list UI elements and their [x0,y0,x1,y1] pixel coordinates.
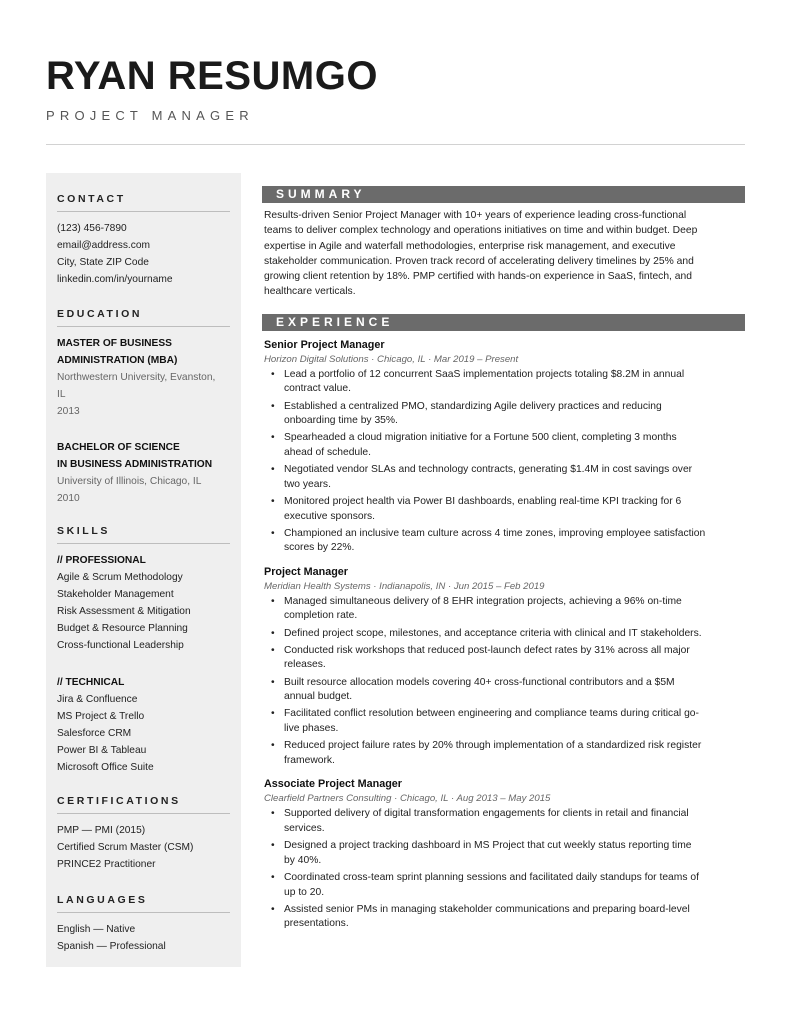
bullet-item: • Managed simultaneous delivery of 8 EHR integration projects, achieving a 96% on-time completion rate. [262,595,745,624]
summary-line: expertise in Agile and waterfall methodologies, enterprise risk management, and executive [264,240,676,252]
contact-section [57,193,230,288]
job-meta: Meridian Health Systems · Indianapolis, IN · Jun 2015 – Feb 2019 [264,580,545,592]
bullet-item: • Spearheaded a cloud migration initiative for a Fortune 500 client, completing 3 months ahead of schedule. [262,431,745,460]
job-title: Project Manager [264,565,349,578]
job-bullets [262,595,745,769]
certifications-heading: CERTIFICATIONS [57,795,230,814]
summary-line: teams to deliver complex technology and operations initiatives on time and within budget. Deep [264,225,698,237]
summary-line: Results-driven Senior Project Manager with 10+ years of experience leading cross-functional [264,210,687,221]
certifications-section [57,795,230,873]
experience-section [262,314,745,932]
summary-line: stakeholder communication. Proven track record of accelerating delivery timelines by 25% and [264,255,694,267]
summary-section [262,186,745,300]
graduation-year: 2013 [57,406,80,417]
summary-line: healthcare verticals. [264,286,356,298]
bullet-item: • Established a centralized PMO, standardizing Agile delivery practices and reducing onboarding time by 35%. [262,400,745,429]
bullet-item: • Conducted risk workshops that reduced post-launch defect rates by 31% across all major releases. [262,644,745,673]
job-bullets [262,807,745,932]
job-title: Senior Project Manager [264,338,385,351]
skills-heading: SKILLS [57,525,230,544]
certification-item: PMP — PMI (2015) [57,825,146,836]
skill-item: Microsoft Office Suite [57,762,154,773]
job-title: Associate Project Manager [264,778,403,791]
skill-group-professional [57,552,230,654]
main-column [262,186,745,935]
bullet-item: • Defined project scope, milestones, and acceptance criteria with clinical and IT stakeholders. [262,627,745,642]
candidate-name: RYAN RESUMGO [46,54,378,98]
graduation-year: 2010 [57,493,80,504]
experience-heading: EXPERIENCE [262,314,745,331]
bullet-item: • Coordinated cross-team sprint planning sessions and facilitated daily standups for teams of up to 20. [262,871,745,900]
job-meta: Clearfield Partners Consulting · Chicago, IL · Aug 2013 – May 2015 [264,793,551,805]
education-entry [57,335,230,420]
contact-linkedin: linkedin.com/in/yourname [57,274,173,285]
skill-item: MS Project & Trello [57,711,145,722]
candidate-title: PROJECT MANAGER [46,108,254,123]
skill-group-technical [57,674,230,776]
degree-line: IN BUSINESS ADMINISTRATION [57,459,213,470]
bullet-item: • Negotiated vendor SLAs and technology contracts, generating $1.4M in cost savings over two years. [262,463,745,492]
bullet-item: • Lead a portfolio of 12 concurrent SaaS implementation projects totaling $8.2M in annual contract value. [262,368,745,397]
degree-line: MASTER OF BUSINESS [57,338,172,349]
bullet-item: • Supported delivery of digital transformation engagements for clients in retail and financial services. [262,807,745,836]
summary-line: growing client retention by 18%. PMP certified with hands-on experience in SaaS, fintech, and [264,271,692,283]
bullet-item: • Monitored project health via Power BI dashboards, enabling real-time KPI tracking for 6 executive sponsors. [262,495,745,524]
skill-item: Jira & Confluence [57,694,138,705]
bullet-item: • Assisted senior PMs in managing stakeholder communications and preparing board-level presentations. [262,903,745,932]
languages-heading: LANGUAGES [57,894,230,913]
school-line: Northwestern University, Evanston, [57,372,216,383]
certification-item: PRINCE2 Practitioner [57,859,156,870]
languages-section [57,894,230,955]
skill-item: Cross-functional Leadership [57,640,184,651]
contact-location: City, State ZIP Code [57,257,149,268]
bullet-item: • Championed an inclusive team culture across 4 time zones, improving employee satisfaction scores by 22%. [262,527,745,556]
education-entry [57,439,230,507]
skill-item: Power BI & Tableau [57,745,147,756]
degree-line: ADMINISTRATION (MBA) [57,355,178,366]
contact-heading: CONTACT [57,193,230,212]
certification-item: Certified Scrum Master (CSM) [57,842,194,853]
bullet-item: • Facilitated conflict resolution between engineering and compliance teams during critical go- live phases. [262,707,745,736]
header-divider [46,144,745,145]
job-entry [262,338,745,556]
education-heading: EDUCATION [57,308,230,327]
job-meta: Horizon Digital Solutions · Chicago, IL · Mar 2019 – Present [264,353,519,365]
bullet-item: • Reduced project failure rates by 20% through implementation of a standardized risk register framework. [262,739,745,768]
job-entry [262,565,745,769]
degree-line: BACHELOR OF SCIENCE [57,442,180,453]
job-bullets [262,368,745,556]
language-item: English — Native [57,924,136,935]
bullet-item: • Designed a project tracking dashboard in MS Project that cut weekly status reporting time by 40%. [262,839,745,868]
skill-group-label: // TECHNICAL [57,677,125,688]
summary-heading: SUMMARY [262,186,745,203]
summary-text [262,208,745,300]
job-entry [262,777,745,932]
skill-item: Agile & Scrum Methodology [57,572,183,583]
skill-group-label: // PROFESSIONAL [57,555,146,566]
skill-item: Salesforce CRM [57,728,132,739]
skill-item: Budget & Resource Planning [57,623,188,634]
skills-section [57,525,230,776]
school-line: IL [57,389,66,400]
sidebar [46,173,241,967]
resume-header [46,52,746,123]
education-section [57,308,230,507]
bullet-item: • Built resource allocation models covering 40+ cross-functional contributors and a $5M annual budget. [262,676,745,705]
contact-email: email@address.com [57,240,151,251]
language-item: Spanish — Professional [57,941,166,952]
skill-item: Risk Assessment & Mitigation [57,606,191,617]
skill-item: Stakeholder Management [57,589,174,600]
contact-phone: (123) 456-7890 [57,223,127,234]
school-line: University of Illinois, Chicago, IL [57,476,202,487]
